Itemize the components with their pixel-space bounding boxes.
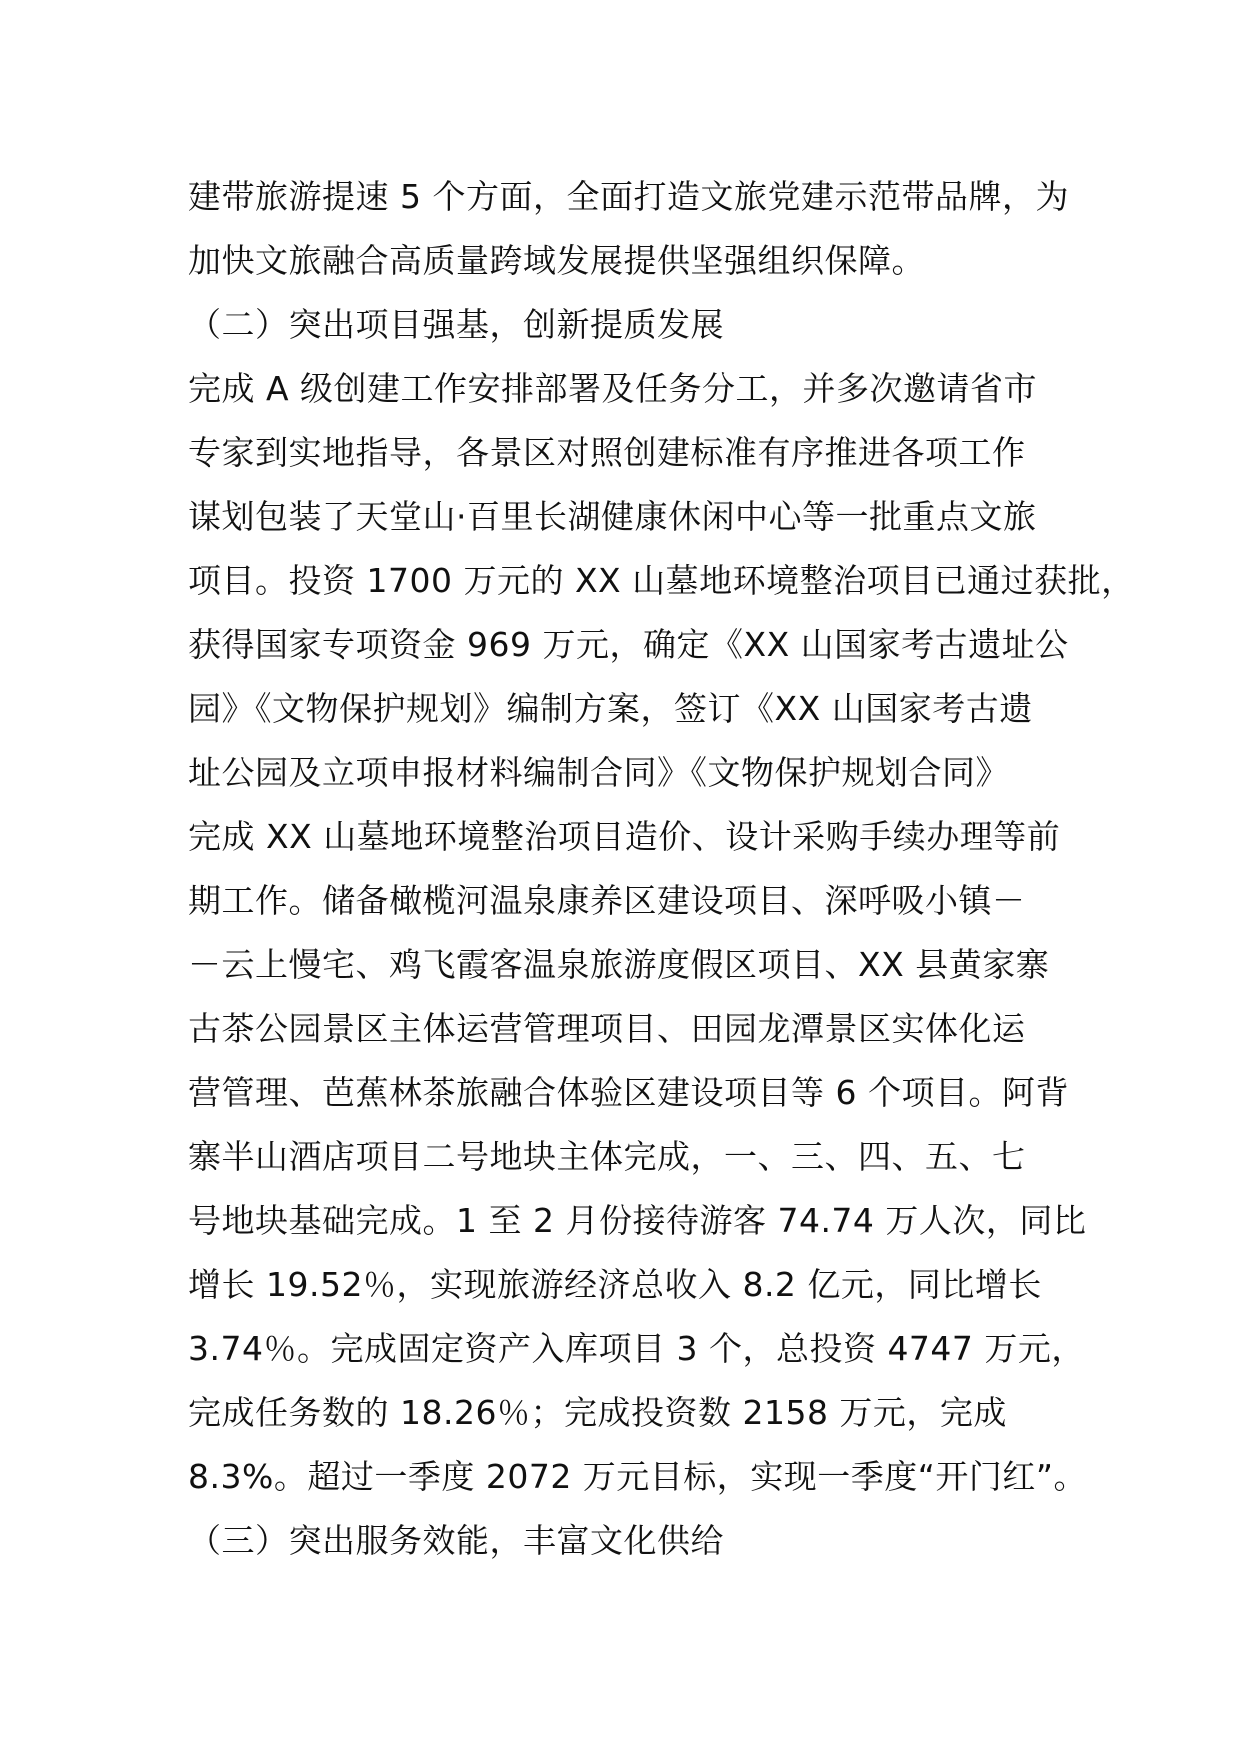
text-line: 营管理、芭蕉林茶旅融合体验区建设项目等 6 个项目。阿背 (188, 1073, 1069, 1112)
text-line: 8.3%。超过一季度 2072 万元目标，实现一季度“开门红”。 (188, 1457, 1087, 1496)
text-line: 完成 A 级创建工作安排部署及任务分工，并多次邀请省市 (188, 369, 1038, 408)
text-line: 期工作。储备橄榄河温泉康养区建设项目、深呼吸小镇－ (188, 881, 1026, 920)
text-line: 3.74％。完成固定资产入库项目 3 个，总投资 4747 万元， (188, 1329, 1085, 1368)
text-line: 专家到实地指导，各景区对照创建标准有序推进各项工作 (188, 433, 1026, 472)
section-heading: （二）突出项目强基，创新提质发展 (188, 305, 724, 344)
text-line: 园》《文物保护规划》编制方案，签订《XX 山国家考古遗 (188, 689, 1033, 728)
text-line: 加快文旅融合高质量跨域发展提供坚强组织保障。 (188, 241, 925, 280)
text-line: 获得国家专项资金 969 万元，确定《XX 山国家考古遗址公 (188, 625, 1069, 664)
body-text (188, 165, 1135, 1573)
text-line: 完成任务数的 18.26％；完成投资数 2158 万元，完成 (188, 1393, 1007, 1432)
text-line: 建带旅游提速 5 个方面，全面打造文旅党建示范带品牌，为 (188, 177, 1069, 216)
text-line: 完成 XX 山墓地环境整治项目造价、设计采购手续办理等前 (188, 817, 1061, 856)
section-heading: （三）突出服务效能，丰富文化供给 (188, 1521, 724, 1560)
text-line: 号地块基础完成。1 至 2 月份接待游客 74.74 万人次，同比 (188, 1201, 1087, 1240)
text-line: 址公园及立项申报材料编制合同》《文物保护规划合同》 (188, 753, 1009, 792)
text-line: 增长 19.52％，实现旅游经济总收入 8.2 亿元，同比增长 (188, 1265, 1042, 1304)
text-line: 项目。投资 1700 万元的 XX 山墓地环境整治项目已通过获批， (188, 561, 1135, 600)
text-line: 寨半山酒店项目二号地块主体完成，一、三、四、五、七 (188, 1137, 1026, 1176)
text-line: －云上慢宅、鸡飞霞客温泉旅游度假区项目、XX 县黄家寨 (188, 945, 1050, 984)
text-line: 谋划包装了天堂山·百里长湖健康休闲中心等一批重点文旅 (188, 497, 1037, 536)
text-line: 古茶公园景区主体运营管理项目、田园龙潭景区实体化运 (188, 1009, 1026, 1048)
